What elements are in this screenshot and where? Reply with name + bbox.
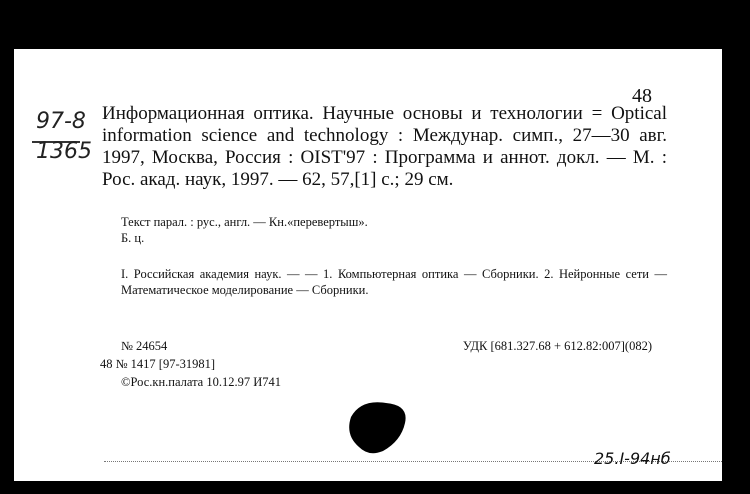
registration-number: № 24654 <box>121 339 168 353</box>
price-note: Б. ц. <box>121 231 145 245</box>
handwritten-code-bottom: 1365 <box>36 139 92 164</box>
bibliographic-description: Информационная оптика. Научные основы и технологии = Optical information science and technology : Междунар. симп., 27—30 авг. 1997, Москва, Россия : OIST'97 : Программа и аннот. докл. — М. : Рос. акад. наук, 1997. — 62, 57,[1] с.; 29 см. <box>102 103 667 190</box>
subject-headings: I. Российская академия наук. — — 1. Компьютерная оптика — Сборники. 2. Нейронные сети — Математическое моделирование — Сборники. <box>121 267 667 297</box>
registration-line-2: 48 № 1417 [97-31981] <box>100 357 216 371</box>
handwritten-bottom-mark: 25.I-94нб <box>594 449 671 468</box>
parallel-text-note: Текст парал. : рус., англ. — Кн.«перевертыш». <box>121 215 368 229</box>
udk-classification: УДК [681.327.68 + 612.82:007](082) <box>462 339 652 353</box>
card-number: 48 <box>632 85 652 107</box>
registration-line-3: ©Рос.кн.палата 10.12.97 И741 <box>121 375 282 389</box>
scan-border <box>722 38 750 494</box>
catalog-card <box>14 49 722 481</box>
ink-blot <box>341 397 411 459</box>
handwritten-code-top: 97-8 <box>36 109 86 134</box>
